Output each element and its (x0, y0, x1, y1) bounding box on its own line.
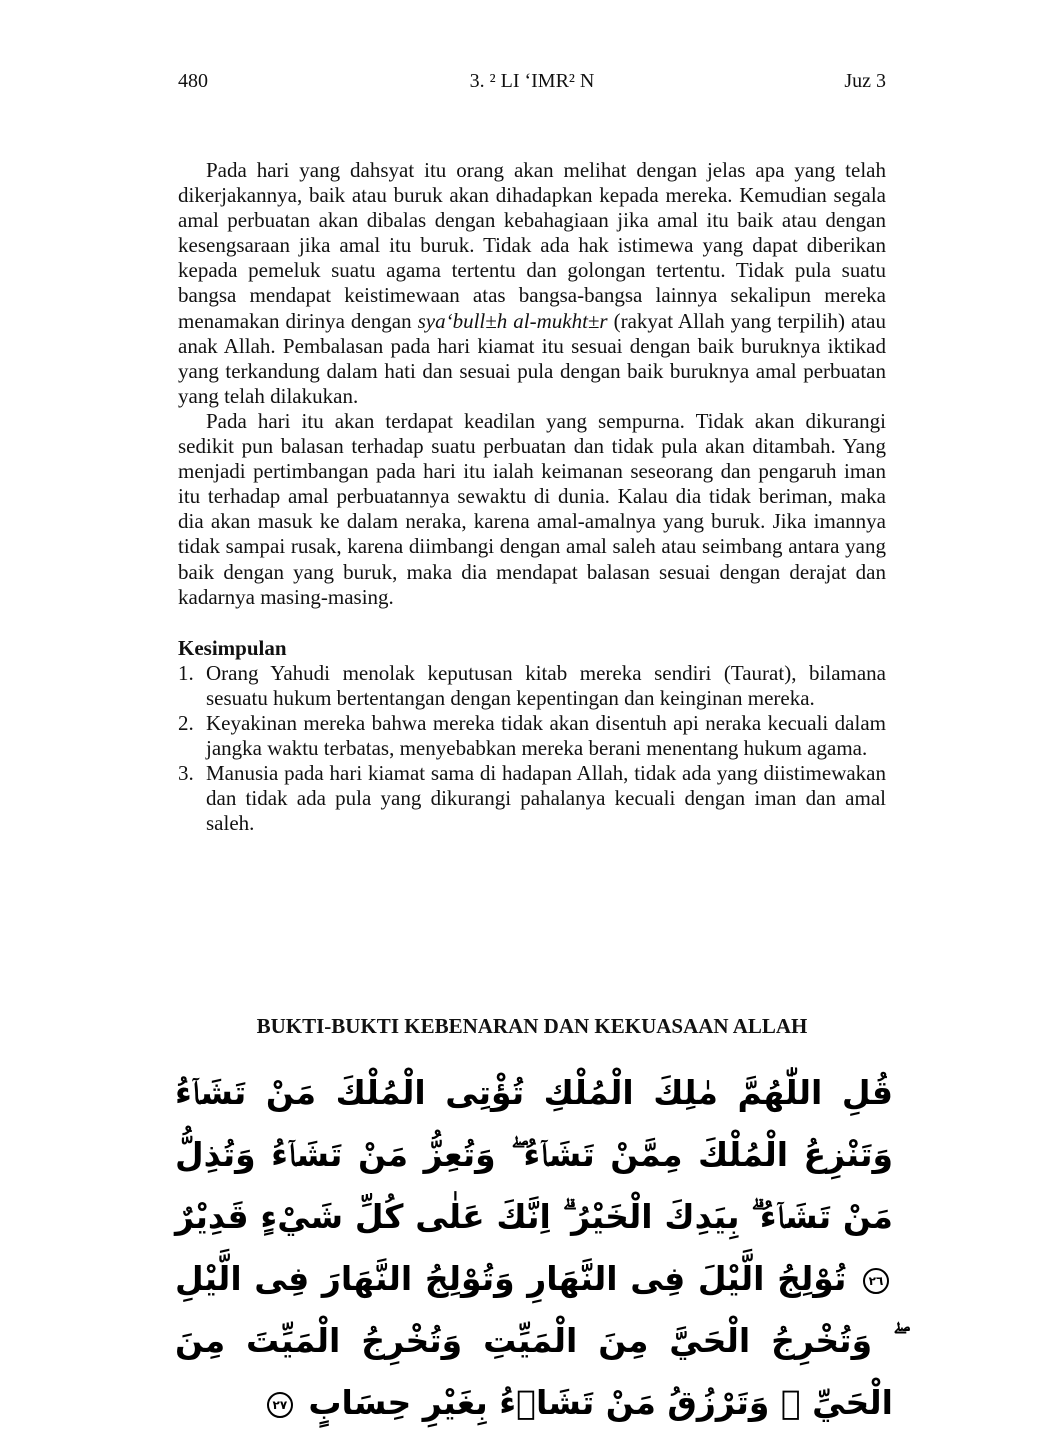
italic-term: sya‘bull±h al-mukht±r (417, 308, 608, 333)
document-page (178, 70, 887, 1038)
chapter-title: 3. ² LI ‘IMR² N (469, 70, 595, 92)
juz-label: Juz 3 (844, 70, 886, 92)
conclusion-list (178, 661, 886, 837)
running-header (178, 70, 886, 100)
section-title: BUKTI-BUKTI KEBENARAN DAN KEKUASAAN ALLAH (256, 1014, 808, 1038)
body-text (178, 158, 886, 836)
ayah-number-27: ٢٧ (267, 1392, 293, 1418)
list-item: 2. Keyakinan mereka bahwa mereka tidak akan disentuh api neraka kecuali dalam jangka waktu terbatas, menyebabkan mereka berani menentang hukum agama. (178, 710, 886, 761)
arabic-verse-block (175, 1062, 893, 1434)
list-item: 1. Orang Yahudi menolak keputusan kitab mereka sendiri (Taurat), bilamana sesuatu hukum bertentangan dengan kepentingan dan keinginan mereka. (178, 660, 886, 710)
paragraph-1: Pada hari yang dahsyat itu orang akan melihat dengan jelas apa yang telah dikerjakannya, baik atau buruk akan dihadapkan kepada mereka. Kemudian segala amal perbuatan akan dibalas dengan kebahagiaan jika amal itu baik atau dengan kesengsaraan jika amal itu buruk. Tidak ada hak istimewa yang dapat diberikan kepada pemeluk suatu agama tertentu dan golongan tertentu. Tidak pula suatu bangsa mendapat keistimewaan atas bangsa-bangsa lainnya sekalipun mereka menamakan dirinya dengan sya‘bull±h al-mukht±r (rakyat Allah yang terpilih) atau anak Allah. Pembalasan pada hari kiamat itu sesuai dengan baik buruknya iktikad yang terkandung dalam hati dan sesuai pula dengan baik buruknya amal perbuatan yang telah dilakukan. (178, 158, 887, 408)
page-number: 480 (178, 70, 208, 92)
arabic-verse-27: تُوْلِجُ الَّيْلَ فِى النَّهَارِ وَتُوْلِجُ النَّهَارَ فِى الَّيْلِ ۖ وَتُخْرِجُ الْحَيَّ مِنَ الْمَيِّتِ وَتُخْرِجُ الْمَيِّتَ مِنَ الْحَيِّ ۖ وَتَرْزُقُ مَنْ تَشَاۤءُ بِغَيْرِ حِسَابٍ (175, 1259, 893, 1422)
paragraph-2: Pada hari itu akan terdapat keadilan yang sempurna. Tidak akan dikurangi sedikit pun balasan terhadap suatu perbuatan dan tidak pula akan ditambah. Yang menjadi pertimbangan pada hari itu ialah keimanan seseorang dan pengaruh iman itu terhadap amal perbuatannya sewaktu di dunia. Kalau dia tidak beriman, maka dia akan masuk ke dalam neraka, karena amal-amalnya yang buruk. Jika imannya tidak sampai rusak, karena diimbangi dengan amal saleh atau seimbang antara yang baik dengan yang buruk, maka dia mendapat balasan sesuai dengan derajat dan kadarnya masing-masing. (178, 408, 886, 609)
ayah-number-26: ٢٦ (863, 1268, 889, 1294)
list-item: 3. Manusia pada hari kiamat sama di hadapan Allah, tidak ada yang diistimewakan dan tidak ada pula yang dikurangi pahalanya kecuali dengan iman dan amal saleh. (178, 761, 886, 836)
arabic-verse-26: قُلِ اللّٰهُمَّ مٰلِكَ الْمُلْكِ تُؤْتِى الْمُلْكَ مَنْ تَشَاۤءُ وَتَنْزِعُ الْمُلْكَ مِمَّنْ تَشَاۤءُ ۖ وَتُعِزُّ مَنْ تَشَاۤءُ وَتُذِلُّ مَنْ تَشَاۤءُ ۗ بِيَدِكَ الْخَيْرُ ۗ اِنَّكَ عَلٰى كُلِّ شَيْءٍ قَدِيْرٌ (175, 1073, 893, 1236)
conclusion-heading: Kesimpulan (178, 635, 287, 660)
